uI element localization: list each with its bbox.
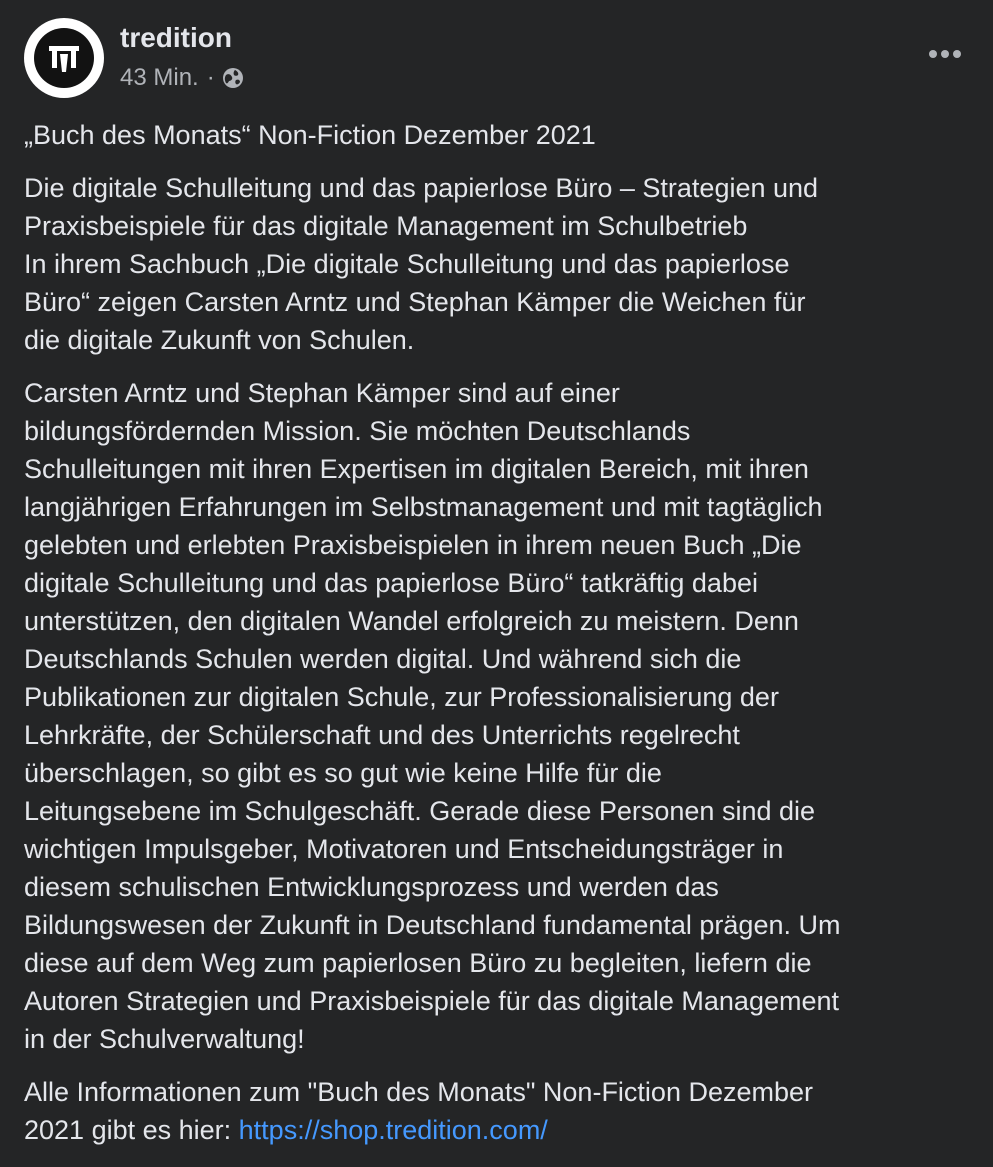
text-line-with-link	[24, 1111, 969, 1149]
text-line: gelebten und erlebten Praxisbeispielen in ihrem neuen Buch „Die	[24, 530, 802, 560]
text-line: Bildungswesen der Zukunft in Deutschland fundamental prägen. Um	[24, 910, 841, 940]
link-prefix: 2021 gibt es hier:	[24, 1115, 239, 1145]
meta-separator: ·	[206, 64, 215, 91]
post-headline	[24, 116, 969, 154]
post-header	[24, 18, 969, 100]
more-options-icon[interactable]	[921, 34, 969, 74]
text-line: unterstützen, den digitalen Wandel erfolgreich zu meistern. Denn	[24, 606, 799, 636]
text-line: In ihrem Sachbuch „Die digitale Schulleitung und das papierlose	[24, 249, 790, 279]
text-line: langjährigen Erfahrungen im Selbstmanagement und mit tagtäglich	[24, 492, 823, 522]
text-line: Leitungsebene im Schulgeschäft. Gerade diese Personen sind die	[24, 796, 816, 826]
text-line: Die digitale Schulleitung und das papierlose Büro – Strategien und	[24, 173, 819, 203]
globe-icon[interactable]	[221, 66, 245, 90]
post-meta	[120, 64, 245, 92]
text-line: diesem schulischen Entwicklungsprozess und werden das	[24, 872, 719, 902]
text-line: wichtigen Impulsgeber, Motivatoren und Entscheidungsträger in	[24, 834, 784, 864]
paragraph-main	[24, 374, 969, 1058]
paragraph-info	[24, 1073, 969, 1149]
text-line: Deutschlands Schulen werden digital. Und während sich die	[24, 644, 742, 674]
tredition-logo-icon	[34, 28, 94, 88]
text-line: bildungsfördernden Mission. Sie möchten Deutschlands	[24, 416, 691, 446]
headline-text: „Buch des Monats“ Non-Fiction Dezember 2021	[24, 120, 596, 150]
text-line: Schulleitungen mit ihren Expertisen im digitalen Bereich, mit ihren	[24, 454, 809, 484]
text-line: die digitale Zukunft von Schulen.	[24, 325, 415, 355]
paragraph-intro	[24, 169, 969, 359]
text-line: diese auf dem Weg zum papierlosen Büro zu begleiten, liefern die	[24, 948, 812, 978]
text-line: Alle Informationen zum "Buch des Monats" Non-Fiction Dezember	[24, 1077, 814, 1107]
post-timestamp[interactable]: 43 Min.	[120, 64, 199, 91]
text-line: digitale Schulleitung und das papierlose Büro“ tatkräftig dabei	[24, 568, 758, 598]
text-line: Autoren Strategien und Praxisbeispiele für das digitale Management	[24, 986, 839, 1016]
text-line: in der Schulverwaltung!	[24, 1024, 305, 1054]
text-line: Lehrkräfte, der Schülerschaft und des Unterrichts regelrecht	[24, 720, 740, 750]
post-body	[24, 116, 969, 1164]
page-avatar[interactable]	[24, 18, 104, 98]
page-name-link[interactable]: tredition	[120, 22, 232, 53]
text-line: Publikationen zur digitalen Schule, zur Professionalisierung der	[24, 682, 779, 712]
text-line: Büro“ zeigen Carsten Arntz und Stephan Kämper die Weichen für	[24, 287, 806, 317]
shop-link[interactable]: https://shop.tredition.com/	[238, 1115, 548, 1145]
text-line: überschlagen, so gibt es so gut wie keine Hilfe für die	[24, 758, 662, 788]
text-line: Praxisbeispiele für das digitale Management im Schulbetrieb	[24, 211, 748, 241]
text-line: Carsten Arntz und Stephan Kämper sind auf einer	[24, 378, 620, 408]
